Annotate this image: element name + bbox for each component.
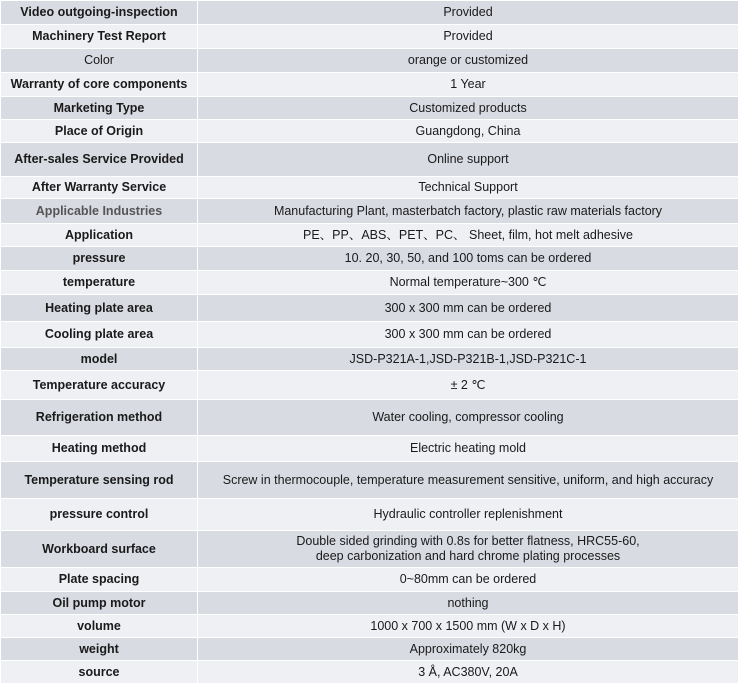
table-row bbox=[1, 120, 739, 143]
row-label: Marketing Type bbox=[1, 97, 198, 120]
row-value: 1 Year bbox=[198, 73, 739, 97]
row-value: Online support bbox=[198, 143, 739, 177]
table-row bbox=[1, 568, 739, 592]
table-row bbox=[1, 199, 739, 224]
row-value: Approximately 820kg bbox=[198, 638, 739, 661]
row-label: Cooling plate area bbox=[1, 322, 198, 348]
row-label: volume bbox=[1, 615, 198, 638]
row-value: Electric heating mold bbox=[198, 436, 739, 462]
row-label: pressure control bbox=[1, 499, 198, 531]
row-value: Normal temperature~300 ℃ bbox=[198, 271, 739, 295]
table-row bbox=[1, 1, 739, 25]
table-row bbox=[1, 224, 739, 247]
row-label: Place of Origin bbox=[1, 120, 198, 143]
table-row bbox=[1, 462, 739, 499]
table-row bbox=[1, 499, 739, 531]
table-row bbox=[1, 247, 739, 271]
row-label: Temperature accuracy bbox=[1, 371, 198, 400]
table-row bbox=[1, 615, 739, 638]
table-row bbox=[1, 25, 739, 49]
row-label: Plate spacing bbox=[1, 568, 198, 592]
row-label: Applicable Industries bbox=[1, 199, 198, 224]
table-row bbox=[1, 348, 739, 371]
row-label: Oil pump motor bbox=[1, 592, 198, 615]
table-row bbox=[1, 295, 739, 322]
row-label: Temperature sensing rod bbox=[1, 462, 198, 499]
table-row bbox=[1, 322, 739, 348]
row-label: pressure bbox=[1, 247, 198, 271]
row-label: weight bbox=[1, 638, 198, 661]
row-label: source bbox=[1, 661, 198, 684]
row-value: orange or customized bbox=[198, 49, 739, 73]
row-value: PE、PP、ABS、PET、PC、 Sheet, film, hot melt adhesive bbox=[198, 224, 739, 247]
row-label: Warranty of core components bbox=[1, 73, 198, 97]
table-row bbox=[1, 49, 739, 73]
row-value: nothing bbox=[198, 592, 739, 615]
row-value: Hydraulic controller replenishment bbox=[198, 499, 739, 531]
table-row bbox=[1, 661, 739, 684]
table-row bbox=[1, 143, 739, 177]
row-value: Screw in thermocouple, temperature measurement sensitive, uniform, and high accuracy bbox=[198, 462, 739, 499]
table-row bbox=[1, 638, 739, 661]
table-row bbox=[1, 400, 739, 436]
table-row bbox=[1, 436, 739, 462]
row-label: Heating plate area bbox=[1, 295, 198, 322]
table-row bbox=[1, 592, 739, 615]
row-value: Provided bbox=[198, 1, 739, 25]
row-label: Machinery Test Report bbox=[1, 25, 198, 49]
row-label: temperature bbox=[1, 271, 198, 295]
row-label: After Warranty Service bbox=[1, 177, 198, 199]
table-row bbox=[1, 371, 739, 400]
row-value: 0~80mm can be ordered bbox=[198, 568, 739, 592]
row-label: Color bbox=[1, 49, 198, 73]
row-label: Video outgoing-inspection bbox=[1, 1, 198, 25]
table-row bbox=[1, 177, 739, 199]
row-value: Technical Support bbox=[198, 177, 739, 199]
table-row bbox=[1, 73, 739, 97]
row-value: Customized products bbox=[198, 97, 739, 120]
row-value: Manufacturing Plant, masterbatch factory, plastic raw materials factory bbox=[198, 199, 739, 224]
row-value: 300 x 300 mm can be ordered bbox=[198, 322, 739, 348]
row-label: Refrigeration method bbox=[1, 400, 198, 436]
row-label: After-sales Service Provided bbox=[1, 143, 198, 177]
row-value: 1000 x 700 x 1500 mm (W x D x H) bbox=[198, 615, 739, 638]
row-value: Water cooling, compressor cooling bbox=[198, 400, 739, 436]
row-value: JSD-P321A-1,JSD-P321B-1,JSD-P321C-1 bbox=[198, 348, 739, 371]
row-value: Provided bbox=[198, 25, 739, 49]
row-value: Guangdong, China bbox=[198, 120, 739, 143]
row-value: Double sided grinding with 0.8s for better flatness, HRC55-60, deep carbonization and hard chrome plating processes bbox=[198, 531, 739, 568]
table-row bbox=[1, 271, 739, 295]
row-value: 10. 20, 30, 50, and 100 toms can be ordered bbox=[198, 247, 739, 271]
row-label: Heating method bbox=[1, 436, 198, 462]
table-row bbox=[1, 531, 739, 568]
row-label: Application bbox=[1, 224, 198, 247]
row-label: Workboard surface bbox=[1, 531, 198, 568]
row-value: 3 Å, AC380V, 20A bbox=[198, 661, 739, 684]
row-label: model bbox=[1, 348, 198, 371]
table-row bbox=[1, 97, 739, 120]
row-value: 300 x 300 mm can be ordered bbox=[198, 295, 739, 322]
row-value: ± 2 ℃ bbox=[198, 371, 739, 400]
